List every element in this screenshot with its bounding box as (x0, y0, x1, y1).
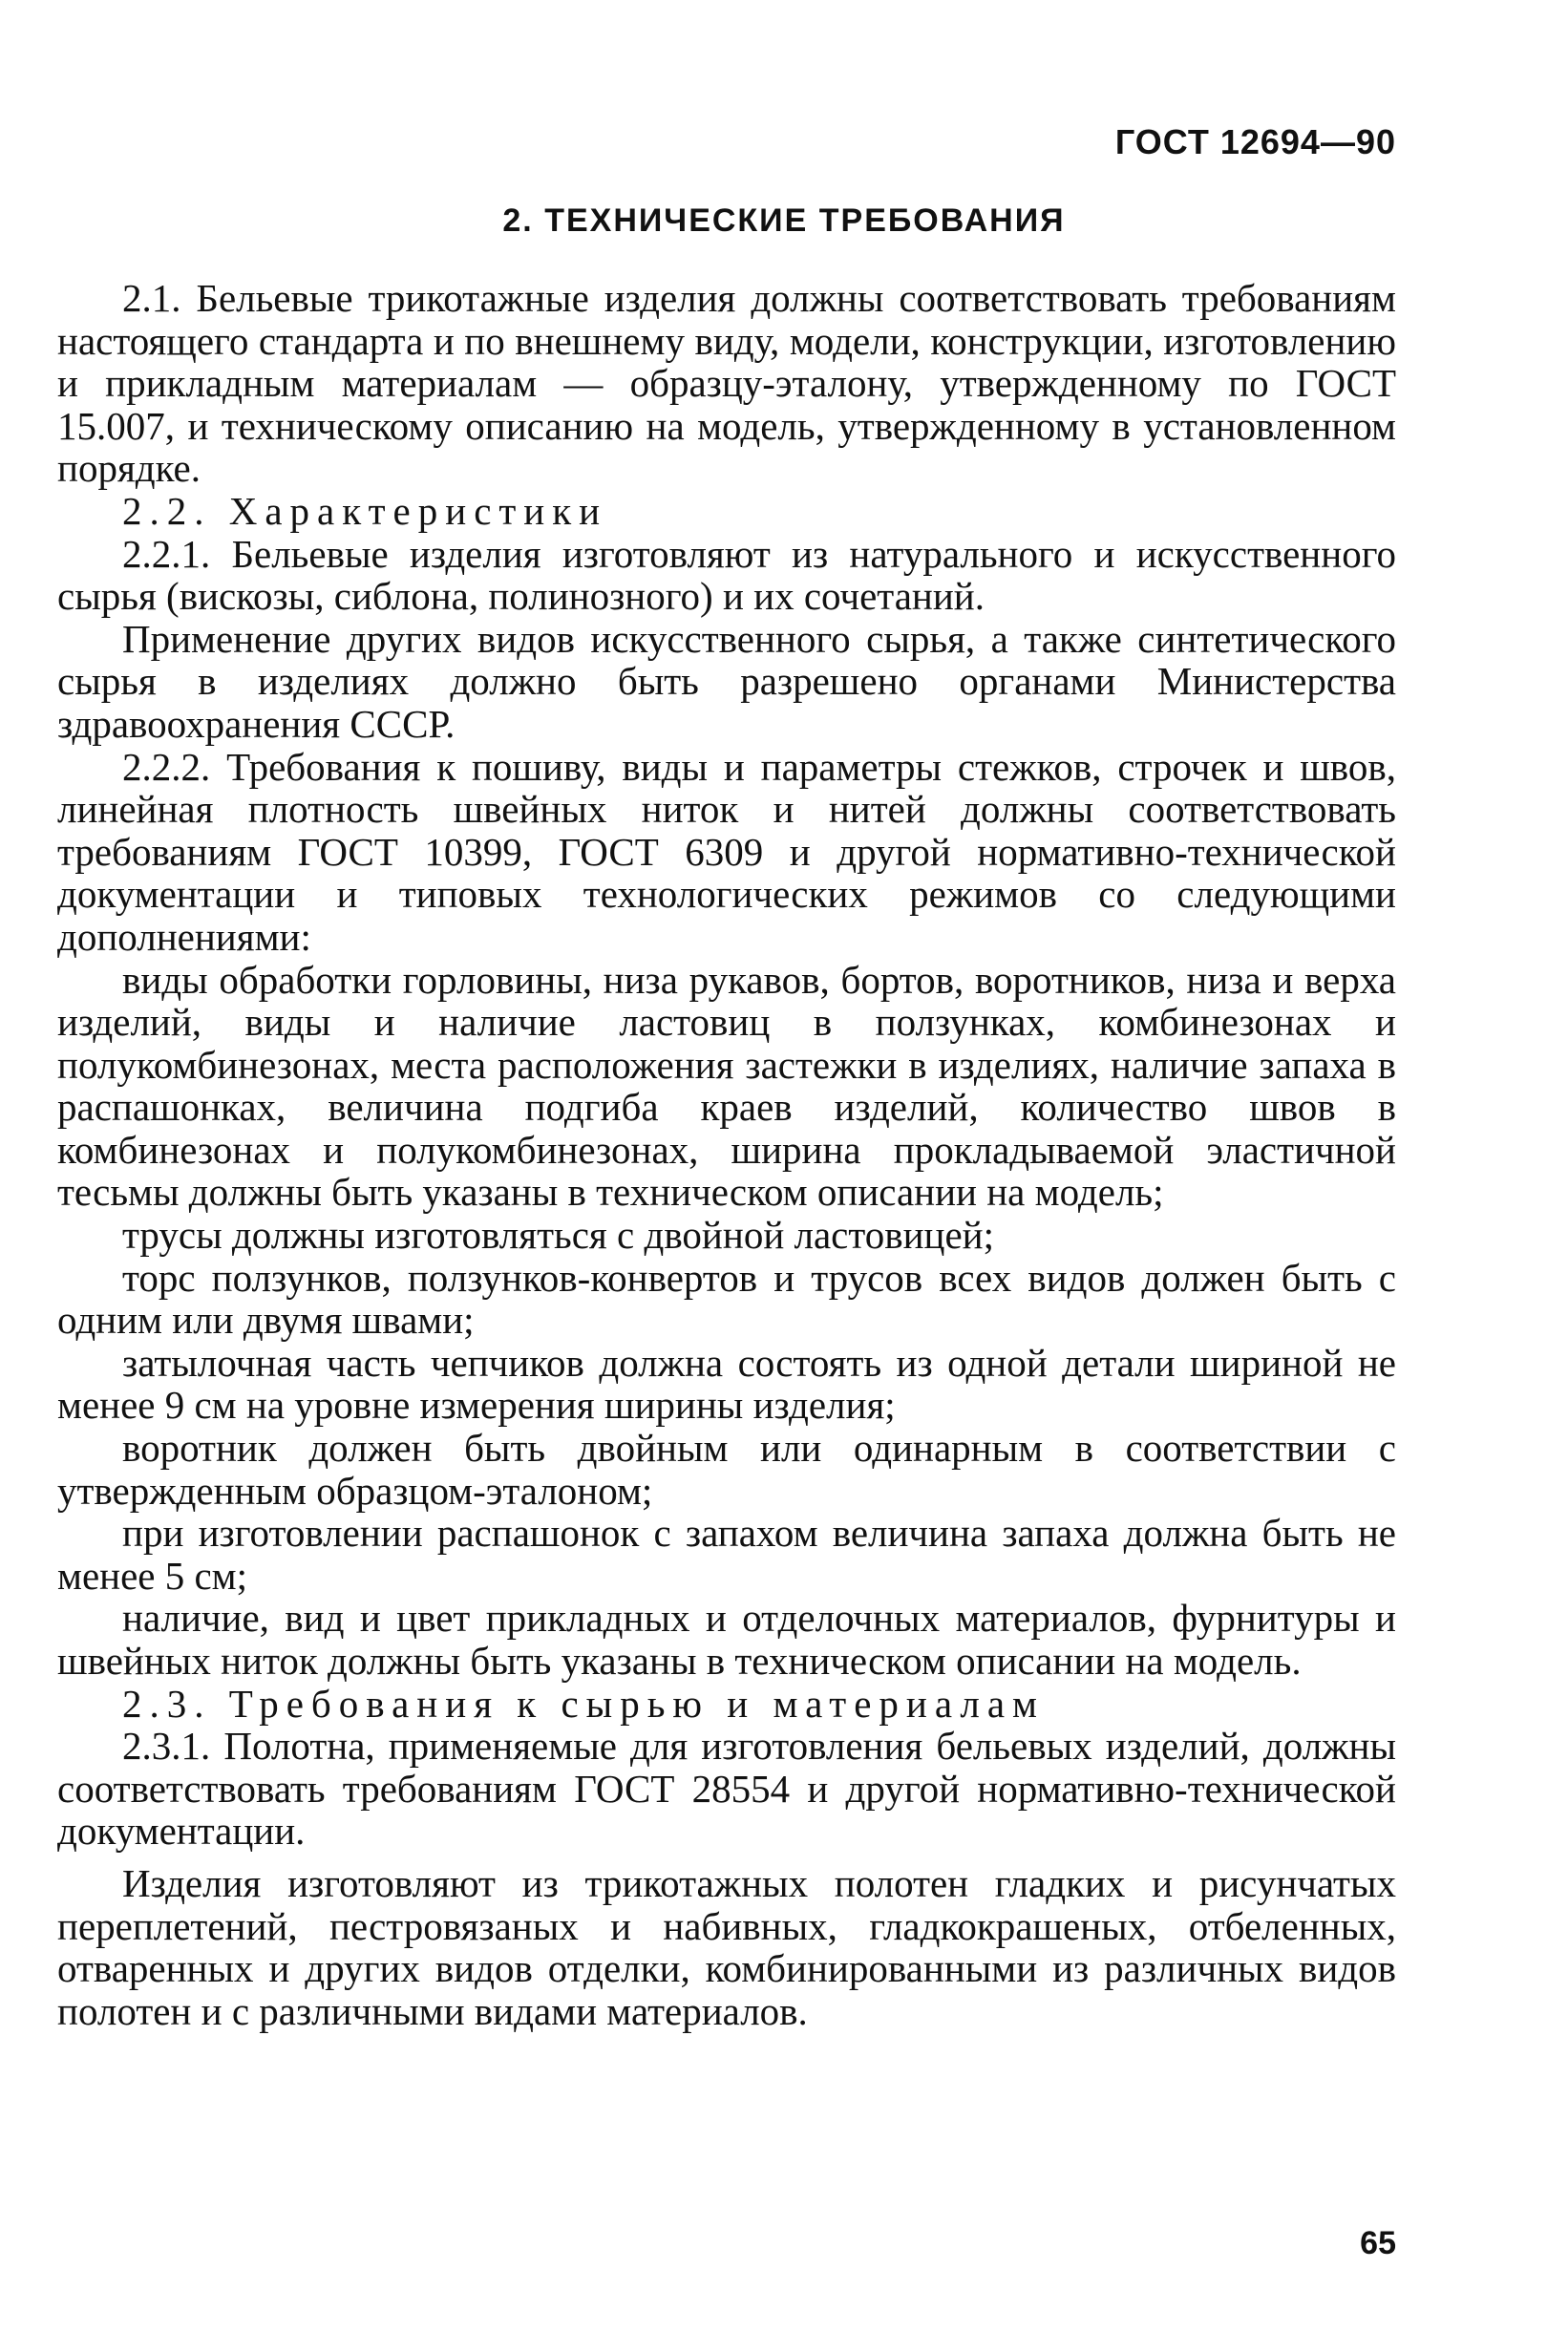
list-item: при изготовлении распашонок с запахом величина запаха должна быть не менее 5 см; (57, 1511, 1396, 1598)
standard-header: ГОСТ 12694—90 (1114, 122, 1396, 161)
list-item: виды обработки горловины, низа рукавов, бортов, воротников, низа и верха изделий, виды и наличие ластовиц в ползунках, комбинезонах и полукомбинезонах, места расположения застежки в изделиях, наличие запаха в распашонках, величина подгиба краев изделий, количество швов в комбинезонах и полукомбинезонах, ширина прокладываемой эластичной тесьмы должны быть указаны в техническом описании на модель; (57, 957, 1396, 1215)
list-item: наличие, вид и цвет прикладных и отделочных материалов, фурнитуры и швейных ниток должны быть указаны в техническом описании на модель. (57, 1596, 1396, 1683)
paragraph-2-3-1: 2.3.1. Полотна, применяемые для изготовления бельевых изделий, должны соответствовать требованиям ГОСТ 28554 и другой нормативно-технической документации. (57, 1724, 1396, 1854)
list-item: торс ползунков, ползунков-конвертов и трусов всех видов должен быть с одним или двумя швами; (57, 1255, 1396, 1343)
list-item: затылочная часть чепчиков должна состоять из одной детали шириной не менее 9 см на уровне измерения ширины изделия; (57, 1340, 1396, 1428)
body-text (57, 277, 1396, 2032)
paragraph-2-3-heading: 2.3. Требования к сырью и материалам (122, 1681, 1046, 1726)
page-number: 65 (1360, 2225, 1396, 2261)
paragraph-2-2-heading: 2.2. Характеристики (122, 488, 608, 533)
list-item: трусы должны изготовляться с двойной ластовицей; (122, 1213, 995, 1258)
paragraph-2-2-1: 2.2.1. Бельевые изделия изготовляют из натурального и искусственного сырья (вискозы, сиблона, полинозного) и их сочетаний. (57, 531, 1396, 619)
paragraph: Применение других видов искусственного сырья, а также синтетического сырья в изделиях должно быть разрешено органами Министерства здравоохранения СССР. (57, 616, 1396, 746)
paragraph-2-2-2: 2.2.2. Требования к пошиву, виды и параметры стежков, строчек и швов, линейная плотность швейных ниток и нитей должны соответствовать требованиям ГОСТ 10399, ГОСТ 6309 и другой нормативно-технической документации и типовых технологических режимов со следующими дополнениями: (57, 744, 1396, 959)
section-title: 2. ТЕХНИЧЕСКИЕ ТРЕБОВАНИЯ (502, 202, 1066, 239)
paragraph: Изделия изготовляют из трикотажных полотен гладких и рисунчатых переплетений, пестровязаных и набивных, гладкокрашеных, отбеленных, отваренных и других видов отделки, комбинированными из различных видов полотен и с различными видами материалов. (57, 1860, 1396, 2033)
paragraph-2-1: 2.1. Бельевые трикотажные изделия должны соответствовать требованиям настоящего стандарта и по внешнему виду, модели, конструкции, изготовлению и прикладным материалам — образцу-эталону, утвержденному по ГОСТ 15.007, и техническому описанию на модель, утвержденному в установленном порядке. (57, 276, 1396, 491)
list-item: воротник должен быть двойным или одинарным в соответствии с утвержденным образцом-эталоном; (57, 1426, 1396, 1513)
